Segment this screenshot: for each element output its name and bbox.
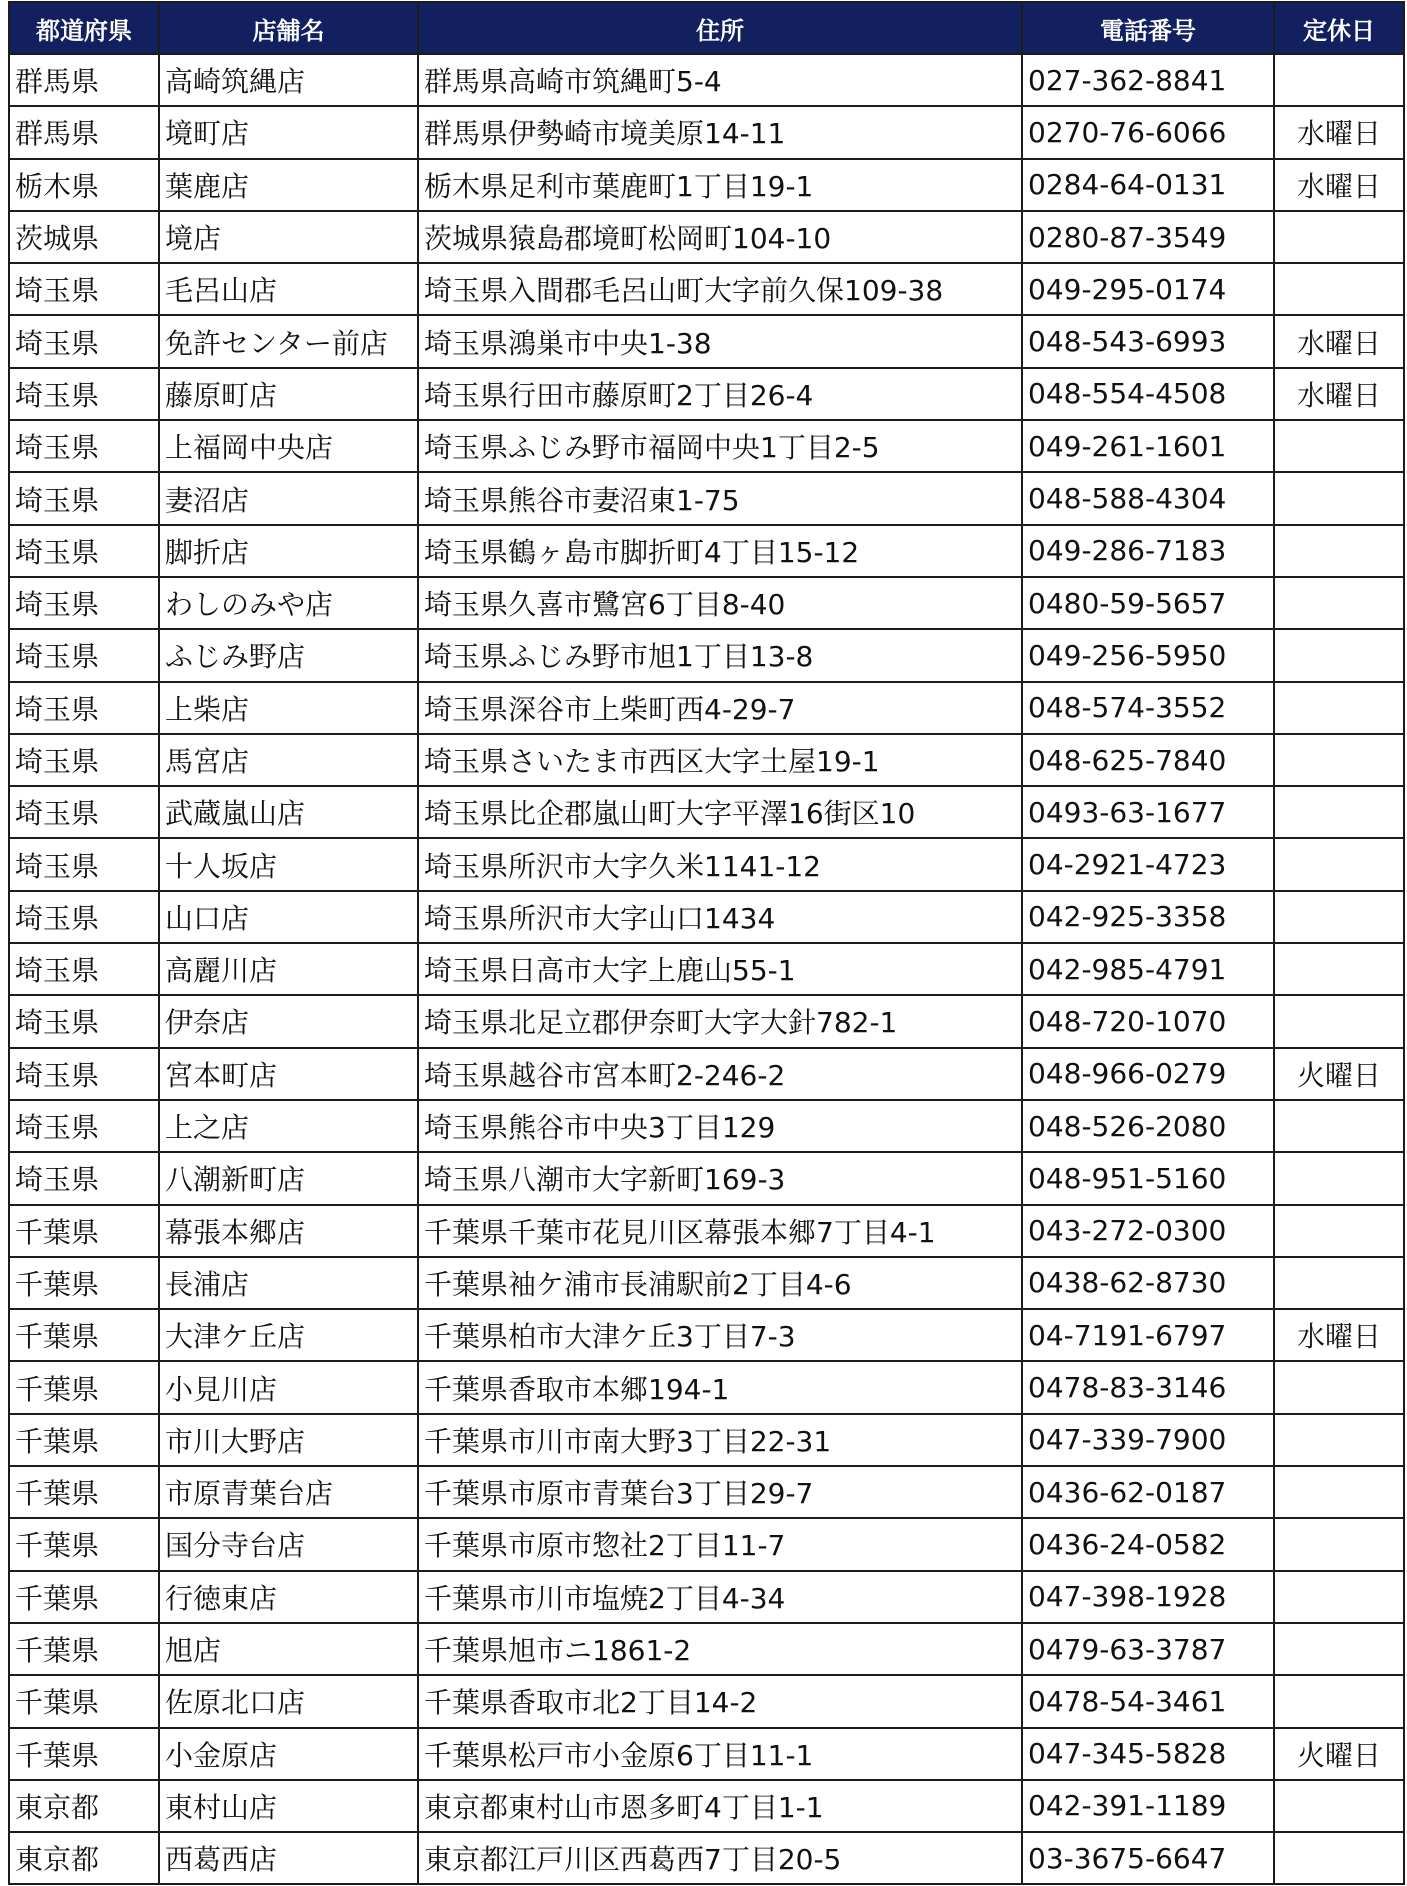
table-row [9,1675,1404,1727]
cell-phone: 048-951-5160 [1022,1152,1274,1204]
cell-store-name: 行徳東店 [159,1571,418,1623]
table-row [9,1623,1404,1675]
header-prefecture: 都道府県 [9,2,159,54]
cell-phone: 0438-62-8730 [1022,1257,1274,1309]
cell-prefecture: 千葉県 [9,1623,159,1675]
cell-address: 千葉県市原市青葉台3丁目29-7 [418,1466,1022,1518]
cell-prefecture: 埼玉県 [9,1152,159,1204]
cell-holiday [1274,420,1404,472]
cell-store-name: 西葛西店 [159,1832,418,1884]
header-holiday: 定休日 [1274,2,1404,54]
table-row [9,106,1404,158]
cell-prefecture: 千葉県 [9,1309,159,1361]
cell-holiday: 火曜日 [1274,1048,1404,1100]
header-address: 住所 [418,2,1022,54]
cell-prefecture: 埼玉県 [9,682,159,734]
cell-phone: 03-3675-6647 [1022,1832,1274,1884]
cell-address: 埼玉県行田市藤原町2丁目26-4 [418,368,1022,420]
cell-phone: 042-391-1189 [1022,1780,1274,1832]
cell-phone: 049-256-5950 [1022,629,1274,681]
cell-address: 栃木県足利市葉鹿町1丁目19-1 [418,159,1022,211]
cell-holiday [1274,1832,1404,1884]
cell-address: 埼玉県鶴ヶ島市脚折町4丁目15-12 [418,525,1022,577]
cell-phone: 042-925-3358 [1022,891,1274,943]
cell-prefecture: 千葉県 [9,1571,159,1623]
cell-prefecture: 東京都 [9,1832,159,1884]
cell-store-name: 小見川店 [159,1361,418,1413]
cell-prefecture: 千葉県 [9,1205,159,1257]
table-row [9,420,1404,472]
cell-prefecture: 千葉県 [9,1675,159,1727]
table-row [9,1780,1404,1832]
table-row [9,995,1404,1047]
table-row [9,211,1404,263]
cell-holiday [1274,1466,1404,1518]
cell-store-name: 幕張本郷店 [159,1205,418,1257]
cell-phone: 0436-24-0582 [1022,1518,1274,1570]
cell-prefecture: 埼玉県 [9,472,159,524]
cell-prefecture: 群馬県 [9,54,159,106]
table-row [9,1466,1404,1518]
table-row [9,943,1404,995]
cell-holiday [1274,1152,1404,1204]
cell-store-name: 東村山店 [159,1780,418,1832]
cell-store-name: 市川大野店 [159,1414,418,1466]
table-row [9,1257,1404,1309]
cell-store-name: 葉鹿店 [159,159,418,211]
table-row [9,682,1404,734]
cell-prefecture: 埼玉県 [9,1048,159,1100]
table-row [9,1832,1404,1884]
cell-store-name: 上之店 [159,1100,418,1152]
cell-phone: 049-286-7183 [1022,525,1274,577]
header-phone: 電話番号 [1022,2,1274,54]
cell-phone: 047-339-7900 [1022,1414,1274,1466]
cell-phone: 048-554-4508 [1022,368,1274,420]
cell-address: 千葉県香取市本郷194-1 [418,1361,1022,1413]
cell-address: 群馬県高崎市筑縄町5-4 [418,54,1022,106]
table-row [9,368,1404,420]
cell-holiday [1274,995,1404,1047]
cell-holiday [1274,263,1404,315]
cell-prefecture: 埼玉県 [9,943,159,995]
cell-prefecture: 埼玉県 [9,838,159,890]
cell-store-name: 武蔵嵐山店 [159,786,418,838]
cell-store-name: 高崎筑縄店 [159,54,418,106]
cell-phone: 049-295-0174 [1022,263,1274,315]
cell-phone: 048-720-1070 [1022,995,1274,1047]
table-row [9,786,1404,838]
table-row [9,1518,1404,1570]
cell-phone: 0480-59-5657 [1022,577,1274,629]
cell-phone: 04-7191-6797 [1022,1309,1274,1361]
table-row [9,54,1404,106]
cell-holiday [1274,211,1404,263]
cell-holiday [1274,786,1404,838]
cell-address: 埼玉県熊谷市中央3丁目129 [418,1100,1022,1152]
cell-holiday: 水曜日 [1274,1309,1404,1361]
cell-prefecture: 埼玉県 [9,629,159,681]
cell-address: 東京都江戸川区西葛西7丁目20-5 [418,1832,1022,1884]
cell-prefecture: 東京都 [9,1780,159,1832]
cell-store-name: 上柴店 [159,682,418,734]
cell-store-name: 毛呂山店 [159,263,418,315]
cell-address: 埼玉県ふじみ野市福岡中央1丁目2-5 [418,420,1022,472]
cell-prefecture: 埼玉県 [9,315,159,367]
table-row [9,263,1404,315]
table-row [9,577,1404,629]
cell-holiday [1274,577,1404,629]
cell-address: 千葉県旭市ニ1861-2 [418,1623,1022,1675]
cell-store-name: 長浦店 [159,1257,418,1309]
cell-address: 茨城県猿島郡境町松岡町104-10 [418,211,1022,263]
cell-address: 埼玉県所沢市大字久米1141-12 [418,838,1022,890]
cell-store-name: 上福岡中央店 [159,420,418,472]
cell-store-name: 山口店 [159,891,418,943]
cell-store-name: 妻沼店 [159,472,418,524]
cell-address: 東京都東村山市恩多町4丁目1-1 [418,1780,1022,1832]
cell-holiday [1274,629,1404,681]
cell-store-name: 境町店 [159,106,418,158]
table-row [9,838,1404,890]
cell-holiday [1274,1623,1404,1675]
table-body [9,54,1404,1884]
cell-phone: 0493-63-1677 [1022,786,1274,838]
cell-holiday [1274,1257,1404,1309]
cell-holiday [1274,1571,1404,1623]
cell-address: 埼玉県深谷市上柴町西4-29-7 [418,682,1022,734]
cell-phone: 04-2921-4723 [1022,838,1274,890]
cell-phone: 0280-87-3549 [1022,211,1274,263]
cell-phone: 048-526-2080 [1022,1100,1274,1152]
cell-store-name: 宮本町店 [159,1048,418,1100]
header-row [9,2,1404,54]
cell-address: 埼玉県八潮市大字新町169-3 [418,1152,1022,1204]
cell-address: 千葉県袖ケ浦市長浦駅前2丁目4-6 [418,1257,1022,1309]
cell-prefecture: 栃木県 [9,159,159,211]
cell-store-name: 藤原町店 [159,368,418,420]
cell-phone: 0478-83-3146 [1022,1361,1274,1413]
cell-phone: 0284-64-0131 [1022,159,1274,211]
cell-holiday [1274,682,1404,734]
cell-store-name: ふじみ野店 [159,629,418,681]
cell-phone: 048-966-0279 [1022,1048,1274,1100]
cell-phone: 0436-62-0187 [1022,1466,1274,1518]
cell-prefecture: 埼玉県 [9,734,159,786]
table-row [9,525,1404,577]
cell-prefecture: 埼玉県 [9,525,159,577]
cell-address: 千葉県松戸市小金原6丁目11-1 [418,1728,1022,1780]
table-row [9,1100,1404,1152]
header-store-name: 店舗名 [159,2,418,54]
cell-holiday [1274,525,1404,577]
cell-address: 埼玉県所沢市大字山口1434 [418,891,1022,943]
cell-prefecture: 茨城県 [9,211,159,263]
cell-store-name: 国分寺台店 [159,1518,418,1570]
cell-address: 千葉県市川市塩焼2丁目4-34 [418,1571,1022,1623]
cell-phone: 049-261-1601 [1022,420,1274,472]
cell-prefecture: 千葉県 [9,1414,159,1466]
cell-holiday: 火曜日 [1274,1728,1404,1780]
cell-phone: 048-625-7840 [1022,734,1274,786]
cell-holiday [1274,1361,1404,1413]
cell-phone: 0479-63-3787 [1022,1623,1274,1675]
cell-address: 埼玉県日高市大字上鹿山55-1 [418,943,1022,995]
cell-address: 埼玉県入間郡毛呂山町大字前久保109-38 [418,263,1022,315]
cell-store-name: 小金原店 [159,1728,418,1780]
cell-store-name: 佐原北口店 [159,1675,418,1727]
cell-phone: 027-362-8841 [1022,54,1274,106]
cell-store-name: 市原青葉台店 [159,1466,418,1518]
cell-address: 埼玉県比企郡嵐山町大字平澤16街区10 [418,786,1022,838]
cell-phone: 048-588-4304 [1022,472,1274,524]
cell-holiday: 水曜日 [1274,106,1404,158]
table-row [9,734,1404,786]
cell-address: 埼玉県熊谷市妻沼東1-75 [418,472,1022,524]
cell-store-name: 免許センター前店 [159,315,418,367]
cell-prefecture: 千葉県 [9,1257,159,1309]
cell-holiday [1274,1414,1404,1466]
cell-holiday [1274,1205,1404,1257]
table-header [9,2,1404,54]
cell-phone: 0270-76-6066 [1022,106,1274,158]
cell-holiday [1274,1675,1404,1727]
cell-address: 埼玉県北足立郡伊奈町大字大針782-1 [418,995,1022,1047]
cell-holiday [1274,1100,1404,1152]
table-row [9,1414,1404,1466]
cell-store-name: わしのみや店 [159,577,418,629]
cell-holiday: 水曜日 [1274,159,1404,211]
cell-holiday: 水曜日 [1274,368,1404,420]
cell-prefecture: 千葉県 [9,1728,159,1780]
cell-address: 千葉県市川市南大野3丁目22-31 [418,1414,1022,1466]
table-row [9,1152,1404,1204]
cell-holiday [1274,54,1404,106]
cell-store-name: 旭店 [159,1623,418,1675]
table-row [9,891,1404,943]
cell-store-name: 馬宮店 [159,734,418,786]
cell-address: 埼玉県ふじみ野市旭1丁目13-8 [418,629,1022,681]
cell-address: 千葉県千葉市花見川区幕張本郷7丁目4-1 [418,1205,1022,1257]
cell-address: 埼玉県久喜市鷺宮6丁目8-40 [418,577,1022,629]
table-row [9,1361,1404,1413]
table-row [9,629,1404,681]
cell-prefecture: 埼玉県 [9,368,159,420]
cell-store-name: 境店 [159,211,418,263]
cell-address: 埼玉県さいたま市西区大字土屋19-1 [418,734,1022,786]
table-row [9,472,1404,524]
cell-phone: 042-985-4791 [1022,943,1274,995]
cell-store-name: 脚折店 [159,525,418,577]
table-row [9,1728,1404,1780]
cell-address: 千葉県香取市北2丁目14-2 [418,1675,1022,1727]
cell-store-name: 伊奈店 [159,995,418,1047]
cell-phone: 048-574-3552 [1022,682,1274,734]
cell-prefecture: 群馬県 [9,106,159,158]
cell-holiday: 水曜日 [1274,315,1404,367]
cell-prefecture: 千葉県 [9,1361,159,1413]
cell-holiday [1274,472,1404,524]
cell-prefecture: 埼玉県 [9,263,159,315]
table-row [9,1571,1404,1623]
cell-store-name: 高麗川店 [159,943,418,995]
cell-holiday [1274,891,1404,943]
cell-holiday [1274,1518,1404,1570]
cell-store-name: 十人坂店 [159,838,418,890]
cell-prefecture: 埼玉県 [9,786,159,838]
cell-address: 千葉県市原市惣社2丁目11-7 [418,1518,1022,1570]
cell-prefecture: 埼玉県 [9,891,159,943]
cell-address: 埼玉県越谷市宮本町2-246-2 [418,1048,1022,1100]
cell-prefecture: 千葉県 [9,1518,159,1570]
table-row [9,1048,1404,1100]
table-row [9,159,1404,211]
cell-holiday [1274,1780,1404,1832]
cell-prefecture: 埼玉県 [9,1100,159,1152]
cell-phone: 043-272-0300 [1022,1205,1274,1257]
cell-prefecture: 埼玉県 [9,577,159,629]
table-row [9,1205,1404,1257]
table-row [9,315,1404,367]
cell-phone: 0478-54-3461 [1022,1675,1274,1727]
cell-phone: 047-398-1928 [1022,1571,1274,1623]
cell-address: 千葉県柏市大津ケ丘3丁目7-3 [418,1309,1022,1361]
table-row [9,1309,1404,1361]
cell-holiday [1274,838,1404,890]
cell-holiday [1274,943,1404,995]
cell-address: 埼玉県鴻巣市中央1-38 [418,315,1022,367]
cell-address: 群馬県伊勢崎市境美原14-11 [418,106,1022,158]
store-list-table [8,1,1405,1885]
cell-prefecture: 千葉県 [9,1466,159,1518]
cell-prefecture: 埼玉県 [9,420,159,472]
cell-prefecture: 埼玉県 [9,995,159,1047]
cell-store-name: 大津ケ丘店 [159,1309,418,1361]
cell-holiday [1274,734,1404,786]
cell-phone: 047-345-5828 [1022,1728,1274,1780]
cell-store-name: 八潮新町店 [159,1152,418,1204]
cell-phone: 048-543-6993 [1022,315,1274,367]
